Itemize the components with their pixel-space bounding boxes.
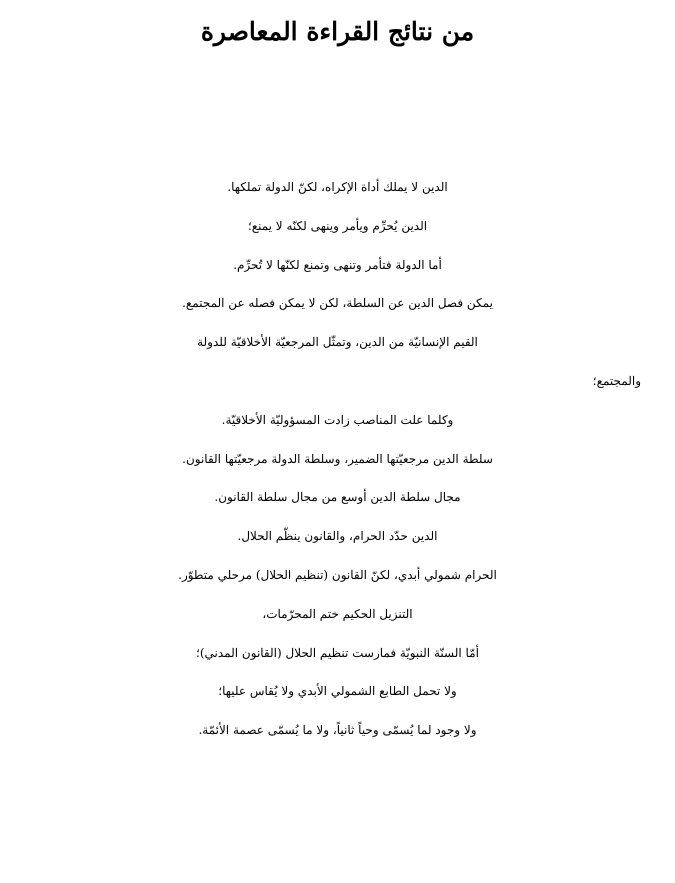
text-line-15: ولا وجود لما يُسمّى وحياً ثانياً، ولا ما يُسمّى عصمة الأئمّة. — [198, 723, 477, 738]
text-line-7: وكلما علت المناصب زادت المسؤوليّة الأخلاقيّة. — [221, 412, 454, 427]
text-line-12: التنزيل الحكيم ختم المحرّمات، — [262, 606, 413, 621]
text-line-10: الدين حدّد الحرام، والقانون ينظّم الحلال. — [237, 529, 438, 544]
text-line-5: القيم الإنسانيّة من الدين، وتمثّل المرجعيّة الأخلاقيّة للدولة — [197, 335, 478, 350]
text-line-2: الدين يُحرِّم ويأمر وينهى لكنّه لا يمنع؛ — [247, 218, 428, 233]
text-line-1: الدين لا يملك أداة الإكراه، لكنّ الدولة تملكها. — [227, 180, 448, 194]
text-line-14: ولا تحمل الطابع الشمولي الأبدي ولا يُقاس عليها؛ — [218, 684, 457, 699]
text-line-13: أمّا السنّة النبويّة فمارست تنظيم الحلال (القانون المدني)؛ — [196, 645, 479, 660]
text-line-11: الحرام شمولي أبدي، لكنّ القانون (تنظيم الحلال) مرحلي متطوّر. — [178, 567, 497, 582]
body-text — [30, 168, 645, 750]
text-line-6: والمجتمع؛ — [592, 373, 641, 388]
page-title: من نتائج القراءة المعاصرة — [200, 17, 475, 46]
text-line-4: يمكن فصل الدين عن السلطة، لكن لا يمكن فصله عن المجتمع. — [182, 296, 493, 311]
text-line-9: مجال سلطة الدين أوسع من مجال سلطة القانون. — [214, 490, 461, 505]
text-line-8: سلطة الدين مرجعيّتها الضمير، وسلطة الدولة مرجعيّتها القانون. — [182, 451, 493, 466]
text-line-3: أما الدولة فتأمر وتنهى وتمنع لكنّها لا تُحرِّم. — [233, 257, 442, 272]
